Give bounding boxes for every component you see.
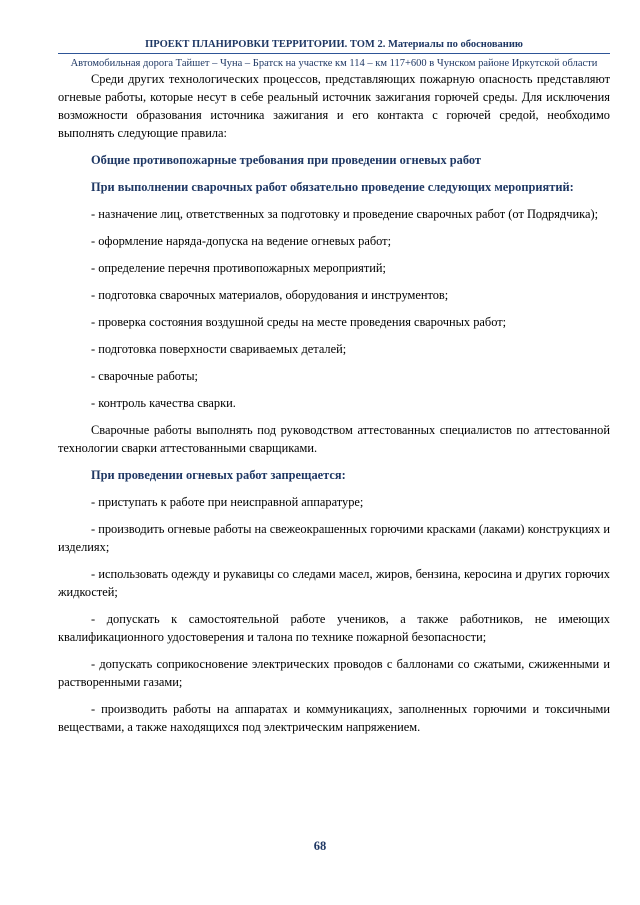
list-item: - оформление наряда-допуска на ведение огневых работ; [91,234,392,248]
section-heading-welding: При выполнении сварочных работ обязательно проведение следующих мероприятий: [91,180,574,194]
list-item: - допускать соприкосновение электрических проводов с баллонами со сжатыми, сжиженными и растворенными газами; [58,657,610,689]
header-divider [58,53,610,54]
list-item: - допускать к самостоятельной работе учеников, а также работников, не имеющих квалификационного удостоверения и талона по технике пожарной безопасности; [58,612,610,644]
list-item: - сварочные работы; [91,369,198,383]
intro-paragraph: Среди других технологических процессов, представляющих пожарную опасность представляют огневые работы, которые несут в себе реальный источник зажигания горючей среды. Для исключения возможности образования источника зажигания и его контакта с горючей средой, необходимо выполнять следующие правила: [58,72,610,140]
list-item: - проверка состояния воздушной среды на месте проведения сварочных работ; [91,315,507,329]
list-item: - подготовка поверхности свариваемых деталей; [91,342,347,356]
header-subtitle: Автомобильная дорога Тайшет – Чуна – Братск на участке км 114 – км 117+600 в Чунском районе Иркутской области [70,58,598,69]
page-header [58,38,610,70]
page-number: 68 [313,839,327,853]
list-item: - использовать одежду и рукавицы со следами масел, жиров, бензина, керосина и других горючих жидкостей; [58,567,610,599]
list-item: - подготовка сварочных материалов, оборудования и инструментов; [91,288,449,302]
section-heading-general: Общие противопожарные требования при проведении огневых работ [91,153,481,167]
list-item: - определение перечня противопожарных мероприятий; [91,261,386,275]
list-item: - производить огневые работы на свежеокрашенных горючими красками (лаками) конструкциях и изделиях; [58,522,611,554]
list-item: - назначение лиц, ответственных за подготовку и проведение сварочных работ (от Подрядчика); [91,207,599,221]
list-item: - контроль качества сварки. [91,396,236,410]
list-item: - приступать к работе при неисправной аппаратуре; [91,495,364,509]
welding-note-paragraph: Сварочные работы выполнять под руководством аттестованных специалистов по аттестованной технологии сварки аттестованными сварщиками. [58,423,610,455]
document-body [58,70,610,736]
header-title: ПРОЕКТ ПЛАНИРОВКИ ТЕРРИТОРИИ. ТОМ 2. Материалы по обоснованию [145,39,523,50]
list-item: - производить работы на аппаратах и коммуникациях, заполненных горючими и токсичными веществами, а также находящихся под электрическим напряжением. [58,702,610,734]
section-heading-prohibited: При проведении огневых работ запрещается: [91,468,346,482]
